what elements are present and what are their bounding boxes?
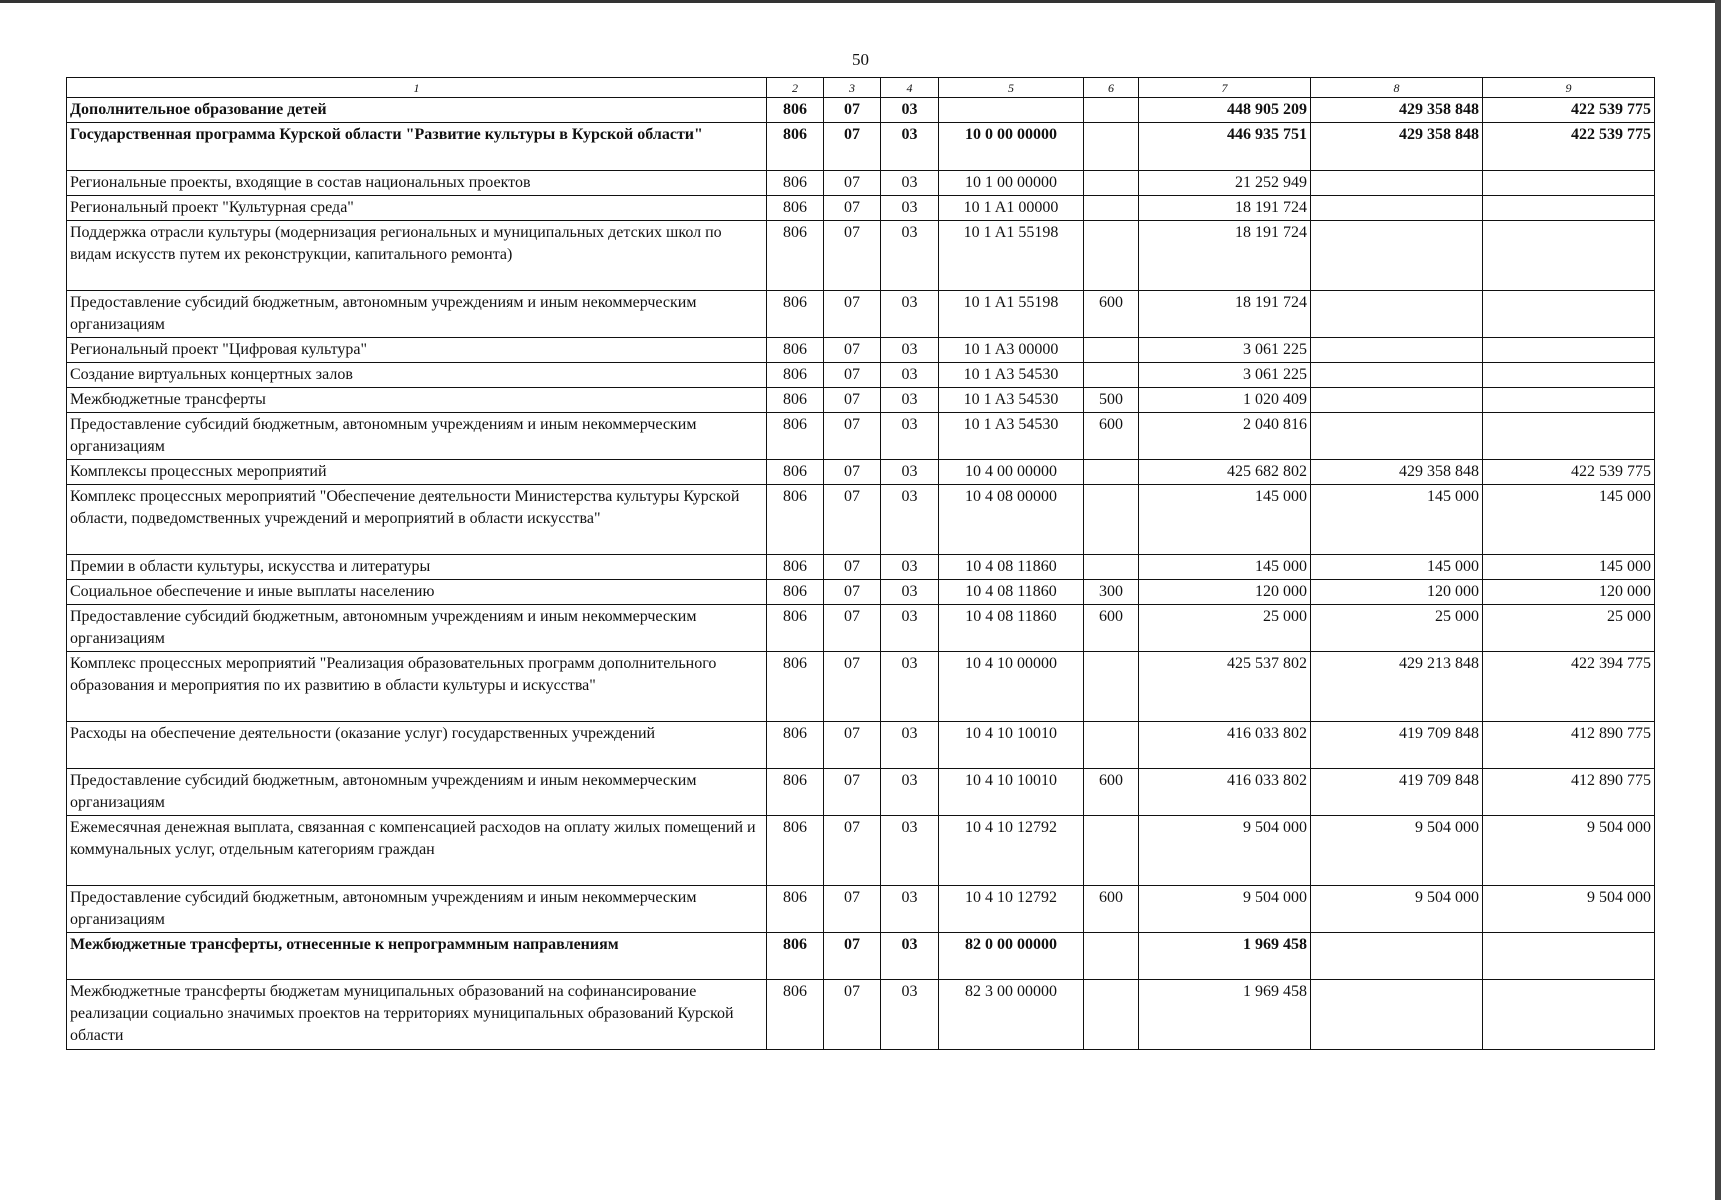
amount-year2-cell	[1311, 413, 1483, 460]
target-article-cell: 10 1 A1 55198	[939, 291, 1084, 338]
column-number-row	[67, 78, 1655, 98]
amount-year3-cell: 9 504 000	[1483, 886, 1655, 933]
row-name-cell: Межбюджетные трансферты бюджетам муниципальных образований на софинансирование реализации социально значимых проектов на территориях муниципальных образований Курской области	[67, 980, 767, 1050]
row-name-cell: Комплексы процессных мероприятий	[67, 460, 767, 485]
podrazdel-cell: 03	[881, 123, 939, 171]
amount-year3-cell: 145 000	[1483, 555, 1655, 580]
amount-year1-cell: 18 191 724	[1139, 196, 1311, 221]
table-row	[67, 816, 1655, 886]
target-article-cell: 10 1 A3 54530	[939, 388, 1084, 413]
table-row	[67, 98, 1655, 123]
row-name-cell: Предоставление субсидий бюджетным, автономным учреждениям и иным некоммерческим организациям	[67, 886, 767, 933]
target-article-cell: 10 4 10 10010	[939, 769, 1084, 816]
target-article-cell: 10 1 A3 00000	[939, 338, 1084, 363]
row-name-cell: Премии в области культуры, искусства и литературы	[67, 555, 767, 580]
gr-cell: 806	[767, 933, 824, 980]
razdel-cell: 07	[824, 196, 881, 221]
expense-type-cell	[1084, 171, 1139, 196]
razdel-cell: 07	[824, 816, 881, 886]
column-header-3: 3	[824, 78, 881, 98]
target-article-cell: 10 1 A1 00000	[939, 196, 1084, 221]
amount-year2-cell	[1311, 196, 1483, 221]
column-header-8: 8	[1311, 78, 1483, 98]
row-name-cell: Региональный проект "Цифровая культура"	[67, 338, 767, 363]
table-row	[67, 769, 1655, 816]
table-row	[67, 171, 1655, 196]
amount-year3-cell	[1483, 171, 1655, 196]
target-article-cell: 10 4 10 12792	[939, 886, 1084, 933]
expense-type-cell	[1084, 363, 1139, 388]
table-row	[67, 485, 1655, 555]
amount-year1-cell: 416 033 802	[1139, 769, 1311, 816]
podrazdel-cell: 03	[881, 98, 939, 123]
row-name-cell: Социальное обеспечение и иные выплаты населению	[67, 580, 767, 605]
gr-cell: 806	[767, 196, 824, 221]
gr-cell: 806	[767, 338, 824, 363]
expense-type-cell	[1084, 338, 1139, 363]
target-article-cell: 10 4 10 00000	[939, 652, 1084, 722]
gr-cell: 806	[767, 580, 824, 605]
amount-year3-cell: 422 539 775	[1483, 460, 1655, 485]
gr-cell: 806	[767, 460, 824, 485]
expense-type-cell	[1084, 221, 1139, 291]
row-name-cell: Дополнительное образование детей	[67, 98, 767, 123]
column-header-5: 5	[939, 78, 1084, 98]
column-header-1: 1	[67, 78, 767, 98]
row-name-cell: Поддержка отрасли культуры (модернизация региональных и муниципальных детских школ по видам искусств путем их реконструкции, капитального ремонта)	[67, 221, 767, 291]
amount-year3-cell	[1483, 338, 1655, 363]
scan-right-edge	[1715, 0, 1721, 1200]
column-header-4: 4	[881, 78, 939, 98]
razdel-cell: 07	[824, 980, 881, 1050]
razdel-cell: 07	[824, 580, 881, 605]
podrazdel-cell: 03	[881, 580, 939, 605]
amount-year3-cell: 412 890 775	[1483, 722, 1655, 769]
podrazdel-cell: 03	[881, 363, 939, 388]
table-row	[67, 580, 1655, 605]
target-article-cell: 10 4 08 00000	[939, 485, 1084, 555]
gr-cell: 806	[767, 605, 824, 652]
razdel-cell: 07	[824, 123, 881, 171]
gr-cell: 806	[767, 652, 824, 722]
amount-year1-cell: 21 252 949	[1139, 171, 1311, 196]
expense-type-cell: 600	[1084, 413, 1139, 460]
razdel-cell: 07	[824, 605, 881, 652]
amount-year2-cell	[1311, 388, 1483, 413]
amount-year3-cell	[1483, 980, 1655, 1050]
gr-cell: 806	[767, 171, 824, 196]
expense-type-cell	[1084, 485, 1139, 555]
razdel-cell: 07	[824, 171, 881, 196]
amount-year2-cell: 429 358 848	[1311, 460, 1483, 485]
expense-type-cell: 600	[1084, 886, 1139, 933]
table-row	[67, 338, 1655, 363]
table-row	[67, 460, 1655, 485]
column-header-7: 7	[1139, 78, 1311, 98]
podrazdel-cell: 03	[881, 886, 939, 933]
expense-type-cell	[1084, 652, 1139, 722]
target-article-cell: 10 1 A1 55198	[939, 221, 1084, 291]
table-row	[67, 652, 1655, 722]
target-article-cell: 10 4 00 00000	[939, 460, 1084, 485]
podrazdel-cell: 03	[881, 388, 939, 413]
razdel-cell: 07	[824, 291, 881, 338]
amount-year2-cell: 9 504 000	[1311, 886, 1483, 933]
amount-year2-cell	[1311, 980, 1483, 1050]
gr-cell: 806	[767, 413, 824, 460]
amount-year2-cell: 145 000	[1311, 555, 1483, 580]
table-row	[67, 363, 1655, 388]
amount-year2-cell: 9 504 000	[1311, 816, 1483, 886]
row-name-cell: Создание виртуальных концертных залов	[67, 363, 767, 388]
row-name-cell: Предоставление субсидий бюджетным, автономным учреждениям и иным некоммерческим организациям	[67, 291, 767, 338]
target-article-cell: 82 0 00 00000	[939, 933, 1084, 980]
amount-year2-cell	[1311, 933, 1483, 980]
podrazdel-cell: 03	[881, 485, 939, 555]
table-body	[67, 98, 1655, 1050]
row-name-cell: Расходы на обеспечение деятельности (оказание услуг) государственных учреждений	[67, 722, 767, 769]
amount-year2-cell: 429 358 848	[1311, 98, 1483, 123]
amount-year2-cell	[1311, 171, 1483, 196]
table-row	[67, 605, 1655, 652]
amount-year2-cell: 145 000	[1311, 485, 1483, 555]
row-name-cell: Государственная программа Курской области "Развитие культуры в Курской области"	[67, 123, 767, 171]
gr-cell: 806	[767, 291, 824, 338]
podrazdel-cell: 03	[881, 980, 939, 1050]
gr-cell: 806	[767, 769, 824, 816]
amount-year1-cell: 145 000	[1139, 485, 1311, 555]
razdel-cell: 07	[824, 363, 881, 388]
podrazdel-cell: 03	[881, 722, 939, 769]
amount-year2-cell: 25 000	[1311, 605, 1483, 652]
amount-year1-cell: 448 905 209	[1139, 98, 1311, 123]
target-article-cell: 10 1 00 00000	[939, 171, 1084, 196]
razdel-cell: 07	[824, 769, 881, 816]
razdel-cell: 07	[824, 933, 881, 980]
amount-year2-cell: 120 000	[1311, 580, 1483, 605]
amount-year1-cell: 25 000	[1139, 605, 1311, 652]
amount-year1-cell: 3 061 225	[1139, 363, 1311, 388]
podrazdel-cell: 03	[881, 460, 939, 485]
amount-year2-cell: 429 213 848	[1311, 652, 1483, 722]
expense-type-cell	[1084, 816, 1139, 886]
gr-cell: 806	[767, 388, 824, 413]
amount-year1-cell: 9 504 000	[1139, 886, 1311, 933]
amount-year1-cell: 416 033 802	[1139, 722, 1311, 769]
razdel-cell: 07	[824, 98, 881, 123]
gr-cell: 806	[767, 98, 824, 123]
amount-year2-cell: 419 709 848	[1311, 769, 1483, 816]
table-row	[67, 388, 1655, 413]
row-name-cell: Предоставление субсидий бюджетным, автономным учреждениям и иным некоммерческим организациям	[67, 605, 767, 652]
razdel-cell: 07	[824, 388, 881, 413]
table-row	[67, 291, 1655, 338]
target-article-cell: 10 4 10 12792	[939, 816, 1084, 886]
podrazdel-cell: 03	[881, 221, 939, 291]
expense-type-cell	[1084, 555, 1139, 580]
gr-cell: 806	[767, 816, 824, 886]
amount-year3-cell	[1483, 291, 1655, 338]
amount-year2-cell	[1311, 221, 1483, 291]
gr-cell: 806	[767, 363, 824, 388]
column-header-6: 6	[1084, 78, 1139, 98]
amount-year1-cell: 446 935 751	[1139, 123, 1311, 171]
amount-year3-cell: 145 000	[1483, 485, 1655, 555]
amount-year3-cell: 422 394 775	[1483, 652, 1655, 722]
row-name-cell: Комплекс процессных мероприятий "Реализация образовательных программ дополнительного образования и мероприятия по их развитию в области культуры и искусства"	[67, 652, 767, 722]
amount-year3-cell: 422 539 775	[1483, 123, 1655, 171]
podrazdel-cell: 03	[881, 769, 939, 816]
amount-year1-cell: 145 000	[1139, 555, 1311, 580]
amount-year1-cell: 2 040 816	[1139, 413, 1311, 460]
razdel-cell: 07	[824, 460, 881, 485]
expense-type-cell: 600	[1084, 769, 1139, 816]
amount-year3-cell	[1483, 363, 1655, 388]
amount-year1-cell: 425 682 802	[1139, 460, 1311, 485]
table-row	[67, 886, 1655, 933]
gr-cell: 806	[767, 555, 824, 580]
expense-type-cell: 300	[1084, 580, 1139, 605]
table-row	[67, 555, 1655, 580]
razdel-cell: 07	[824, 221, 881, 291]
target-article-cell: 10 4 10 10010	[939, 722, 1084, 769]
amount-year3-cell: 120 000	[1483, 580, 1655, 605]
row-name-cell: Предоставление субсидий бюджетным, автономным учреждениям и иным некоммерческим организациям	[67, 413, 767, 460]
budget-table	[66, 77, 1655, 1050]
amount-year1-cell: 425 537 802	[1139, 652, 1311, 722]
gr-cell: 806	[767, 722, 824, 769]
row-name-cell: Межбюджетные трансферты	[67, 388, 767, 413]
amount-year1-cell: 1 020 409	[1139, 388, 1311, 413]
expense-type-cell: 600	[1084, 291, 1139, 338]
amount-year3-cell	[1483, 196, 1655, 221]
gr-cell: 806	[767, 980, 824, 1050]
podrazdel-cell: 03	[881, 652, 939, 722]
scan-top-edge	[0, 0, 1721, 3]
gr-cell: 806	[767, 485, 824, 555]
amount-year1-cell: 18 191 724	[1139, 291, 1311, 338]
amount-year3-cell	[1483, 933, 1655, 980]
table-row	[67, 933, 1655, 980]
amount-year3-cell: 9 504 000	[1483, 816, 1655, 886]
razdel-cell: 07	[824, 886, 881, 933]
podrazdel-cell: 03	[881, 413, 939, 460]
row-name-cell: Региональные проекты, входящие в состав национальных проектов	[67, 171, 767, 196]
amount-year3-cell	[1483, 388, 1655, 413]
razdel-cell: 07	[824, 485, 881, 555]
gr-cell: 806	[767, 221, 824, 291]
column-header-9: 9	[1483, 78, 1655, 98]
expense-type-cell	[1084, 460, 1139, 485]
razdel-cell: 07	[824, 413, 881, 460]
podrazdel-cell: 03	[881, 338, 939, 363]
target-article-cell: 10 1 A3 54530	[939, 363, 1084, 388]
podrazdel-cell: 03	[881, 555, 939, 580]
amount-year1-cell: 120 000	[1139, 580, 1311, 605]
amount-year3-cell	[1483, 221, 1655, 291]
podrazdel-cell: 03	[881, 196, 939, 221]
target-article-cell: 10 0 00 00000	[939, 123, 1084, 171]
podrazdel-cell: 03	[881, 291, 939, 338]
amount-year1-cell: 18 191 724	[1139, 221, 1311, 291]
amount-year2-cell: 429 358 848	[1311, 123, 1483, 171]
amount-year2-cell	[1311, 291, 1483, 338]
razdel-cell: 07	[824, 722, 881, 769]
amount-year2-cell: 419 709 848	[1311, 722, 1483, 769]
table-row	[67, 722, 1655, 769]
table-row	[67, 221, 1655, 291]
table-row	[67, 980, 1655, 1050]
row-name-cell: Предоставление субсидий бюджетным, автономным учреждениям и иным некоммерческим организациям	[67, 769, 767, 816]
target-article-cell: 10 4 08 11860	[939, 580, 1084, 605]
podrazdel-cell: 03	[881, 933, 939, 980]
expense-type-cell	[1084, 980, 1139, 1050]
target-article-cell: 10 4 08 11860	[939, 555, 1084, 580]
gr-cell: 806	[767, 886, 824, 933]
expense-type-cell	[1084, 123, 1139, 171]
podrazdel-cell: 03	[881, 605, 939, 652]
gr-cell: 806	[767, 123, 824, 171]
row-name-cell: Межбюджетные трансферты, отнесенные к непрограммным направлениям	[67, 933, 767, 980]
target-article-cell: 82 3 00 00000	[939, 980, 1084, 1050]
razdel-cell: 07	[824, 652, 881, 722]
amount-year1-cell: 1 969 458	[1139, 933, 1311, 980]
expense-type-cell: 500	[1084, 388, 1139, 413]
expense-type-cell: 600	[1084, 605, 1139, 652]
target-article-cell	[939, 98, 1084, 123]
table-row	[67, 413, 1655, 460]
table-row	[67, 196, 1655, 221]
amount-year2-cell	[1311, 338, 1483, 363]
row-name-cell: Региональный проект "Культурная среда"	[67, 196, 767, 221]
razdel-cell: 07	[824, 338, 881, 363]
amount-year2-cell	[1311, 363, 1483, 388]
row-name-cell: Комплекс процессных мероприятий "Обеспечение деятельности Министерства культуры Курской области, подведомственных учреждений и мероприятий в области искусства"	[67, 485, 767, 555]
amount-year3-cell: 422 539 775	[1483, 98, 1655, 123]
target-article-cell: 10 1 A3 54530	[939, 413, 1084, 460]
expense-type-cell	[1084, 196, 1139, 221]
amount-year3-cell	[1483, 413, 1655, 460]
podrazdel-cell: 03	[881, 171, 939, 196]
amount-year1-cell: 1 969 458	[1139, 980, 1311, 1050]
row-name-cell: Ежемесячная денежная выплата, связанная с компенсацией расходов на оплату жилых помещений и коммунальных услуг, отдельным категориям граждан	[67, 816, 767, 886]
amount-year1-cell: 3 061 225	[1139, 338, 1311, 363]
table-row	[67, 123, 1655, 171]
amount-year3-cell: 412 890 775	[1483, 769, 1655, 816]
podrazdel-cell: 03	[881, 816, 939, 886]
target-article-cell: 10 4 08 11860	[939, 605, 1084, 652]
amount-year1-cell: 9 504 000	[1139, 816, 1311, 886]
expense-type-cell	[1084, 98, 1139, 123]
expense-type-cell	[1084, 933, 1139, 980]
amount-year3-cell: 25 000	[1483, 605, 1655, 652]
column-header-2: 2	[767, 78, 824, 98]
razdel-cell: 07	[824, 555, 881, 580]
page-number: 50	[852, 50, 869, 69]
expense-type-cell	[1084, 722, 1139, 769]
